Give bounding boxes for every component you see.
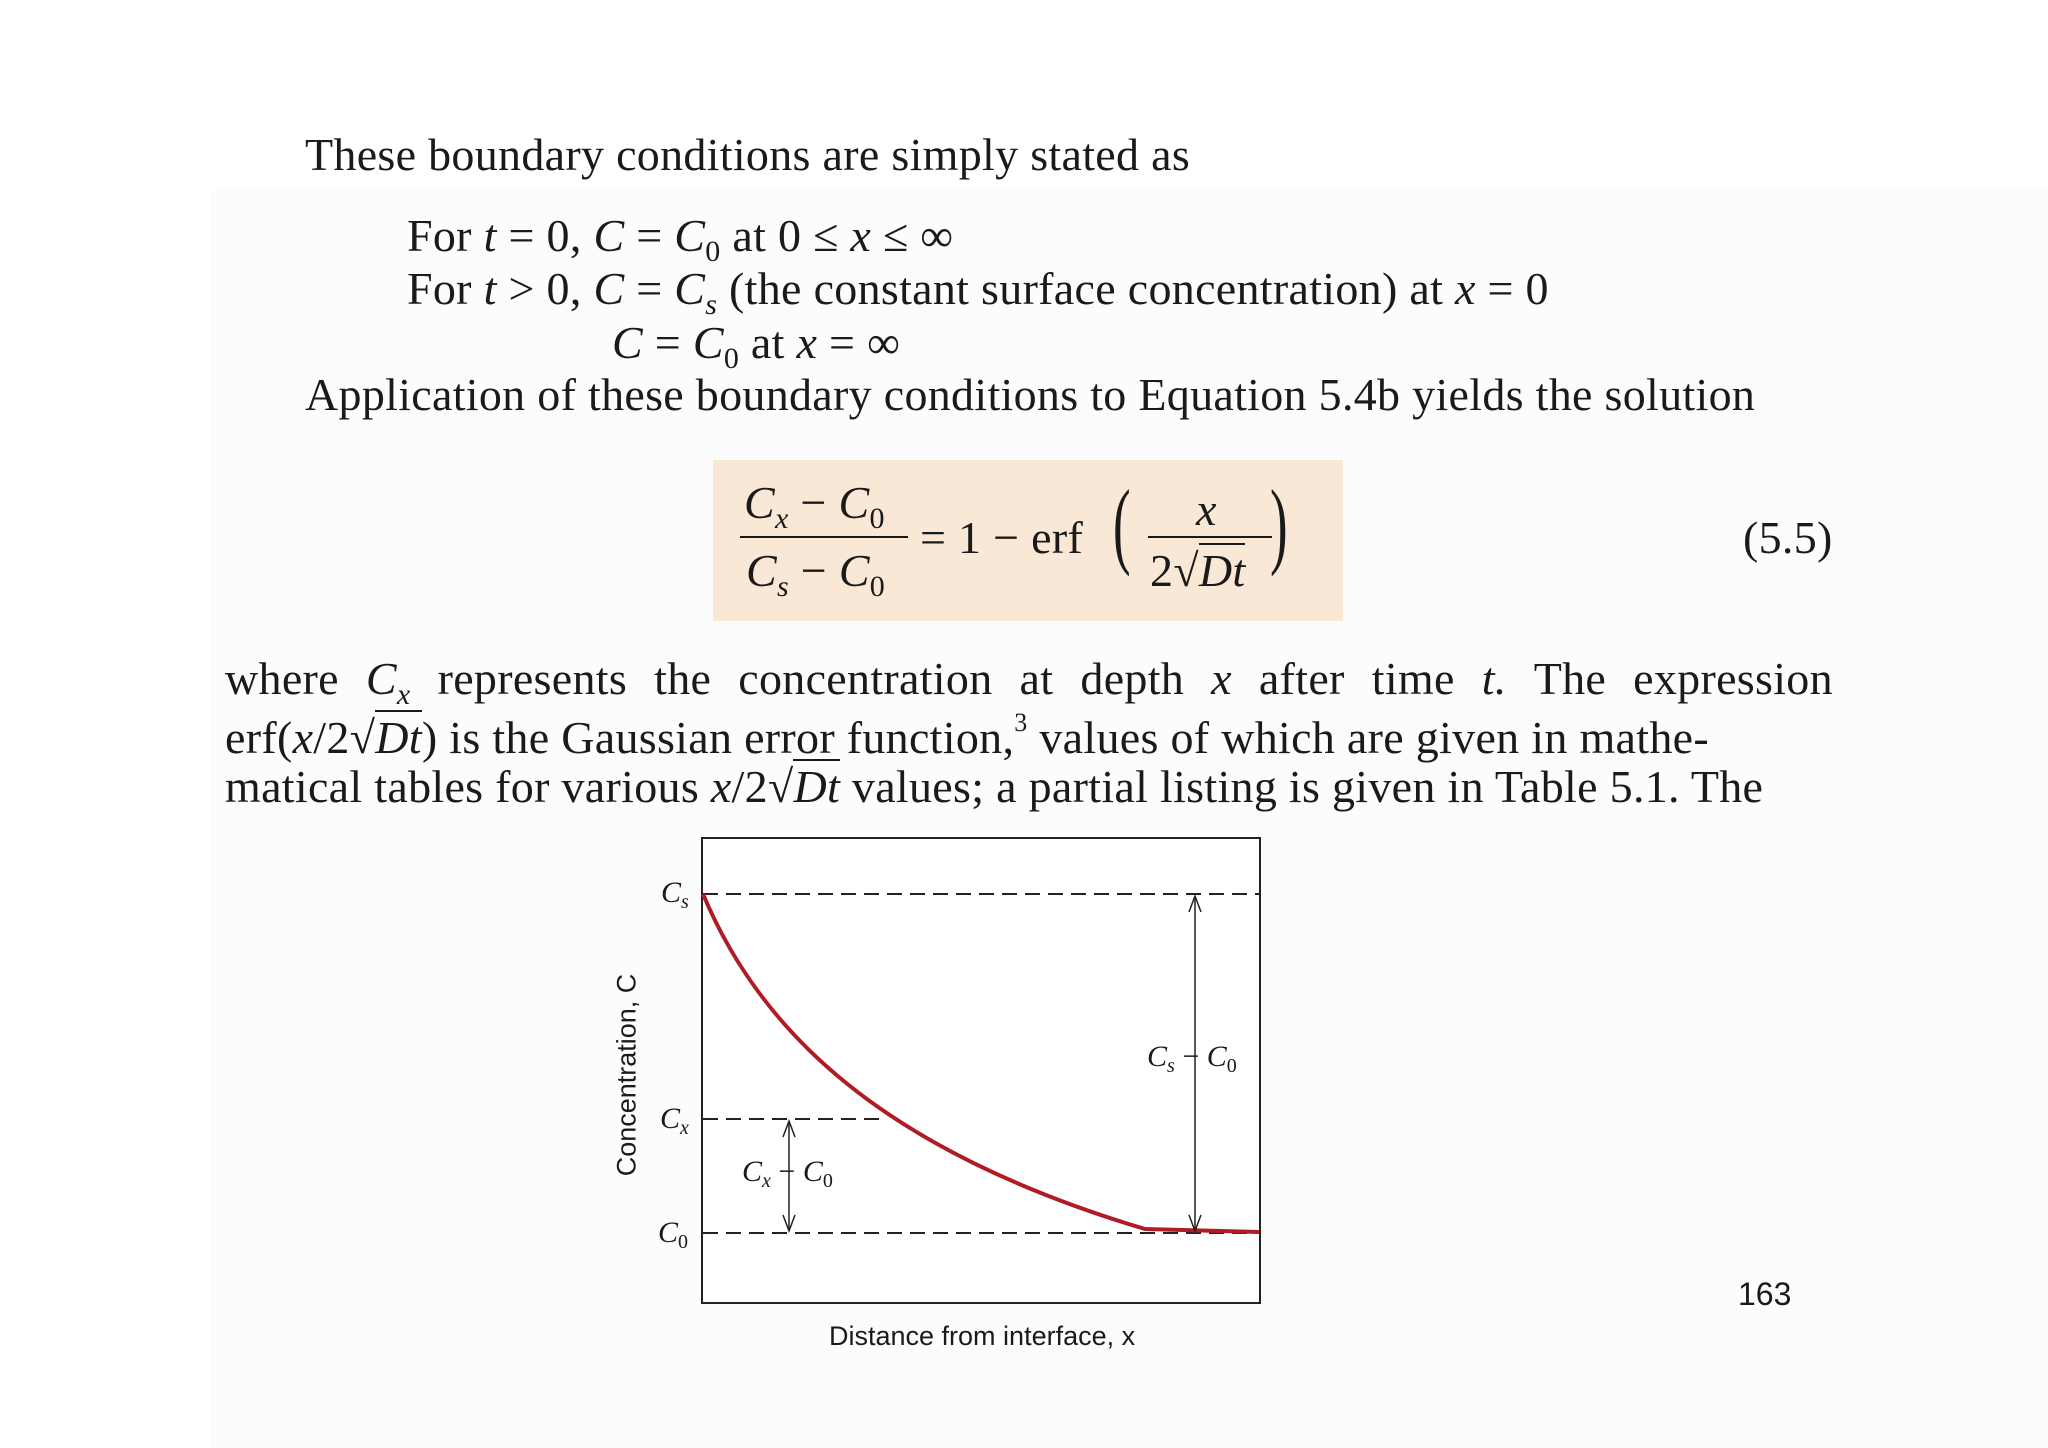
intro-text: These boundary conditions are simply stated as	[305, 129, 1191, 180]
label-cx: $C_x$	[660, 1102, 689, 1139]
paragraph-line-1: where $C_x$ represents the concentration at depth x after time t. The expression	[225, 653, 1833, 711]
label-cs: $C_s$	[661, 876, 689, 913]
equation-numerator: $C_x - C_0$	[744, 477, 885, 535]
y-axis-label: Concentration, C	[611, 973, 642, 1177]
paragraph-line-2: erf(x/2√Dt) is the Gaussian error function,$^3$ values of which are given in mathe-	[225, 708, 1709, 763]
equation-left-paren: (	[1113, 470, 1131, 577]
label-cx-minus-c0: $C_x - C_0$	[742, 1155, 833, 1192]
equation-arg-denominator: 2√Dt	[1150, 545, 1246, 596]
equation-arg-fraction-bar	[1148, 536, 1272, 538]
condition-line-1: For t = 0, $C = C_0$ at 0 ≤ x ≤ ∞	[407, 210, 954, 268]
equation-right-paren: )	[1270, 470, 1288, 577]
equation-number: (5.5)	[1743, 512, 1833, 563]
paragraph-line-3: matical tables for various x/2√Dt values; a partial listing is given in Table 5.1. The	[225, 761, 1764, 812]
label-c0: $C_0$	[658, 1216, 689, 1253]
label-cs-minus-c0: $C_s - C_0$	[1147, 1040, 1237, 1077]
concentration-profile-figure	[600, 820, 1300, 1360]
application-text: Application of these boundary conditions to Equation 5.4b yields the solution	[305, 369, 1756, 420]
x-axis-label: Distance from interface, x	[829, 1321, 1136, 1351]
equation-denominator: $C_s - C_0$	[746, 545, 886, 603]
equation-rhs: = 1 − erf	[920, 512, 1084, 563]
equation-arg-numerator: x	[1196, 484, 1217, 535]
condition-line-3: $C = C_0$ at x = ∞	[612, 317, 901, 375]
equation-fraction-bar	[740, 536, 908, 538]
condition-line-2: For t > 0, $C = C_s$ (the constant surface concentration) at x = 0	[407, 263, 1549, 321]
page-number: 163	[1738, 1276, 1792, 1312]
